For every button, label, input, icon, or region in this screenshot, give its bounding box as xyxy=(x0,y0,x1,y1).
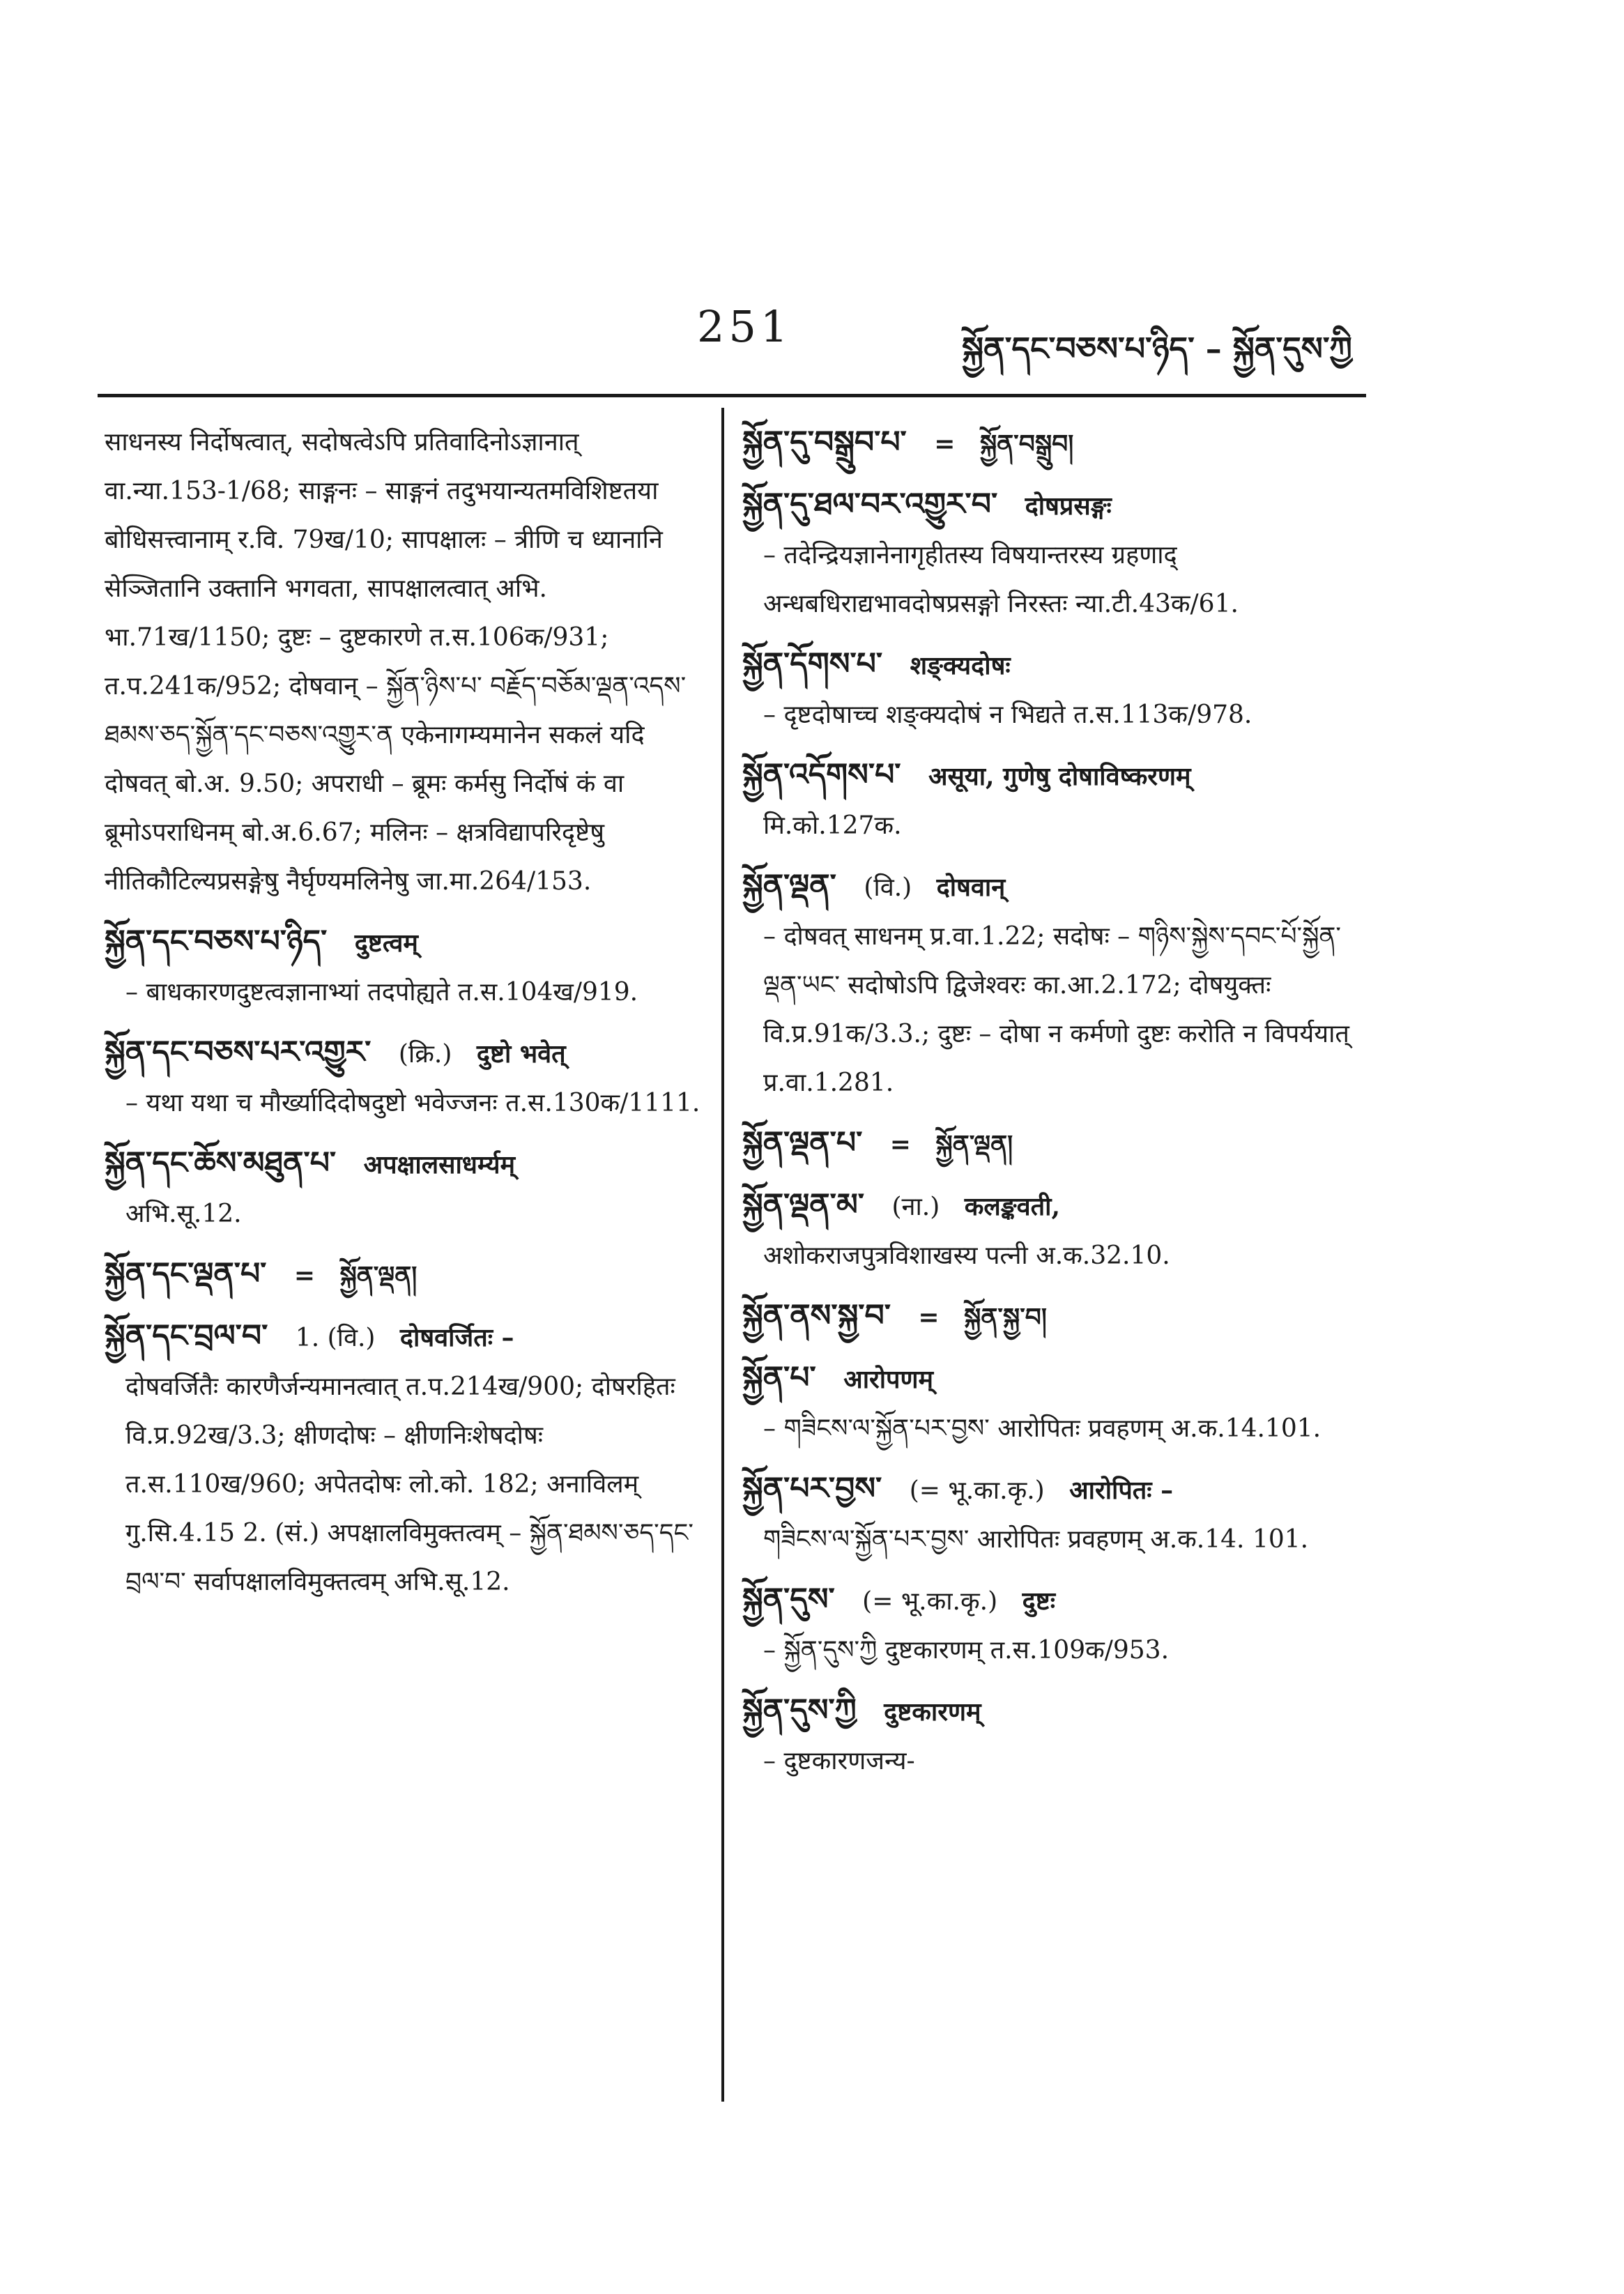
entry-headword: སྐྱོན་དུས་ xyxy=(742,1582,835,1617)
entry-body: दोषवर्जितैः कारणैर्जन्यमानत्वात् त.प.214ख/900; दोषरहितः वि.प्र.92ख/3.3; क्षीणदोषः – क्षीणनिःशेषदोषः त.स.110ख/960; अपेतदोषः लो.को. 182; अनाविलम् गु.सि.4.15 2. (सं.) अपक्षालविमुक्तत्वम् – སྐྱོན་ཐམས་ཅད་དང་བྲལ་བ་ सर्वापक्षालविमुक्तत्वम् अभि.सू.12. xyxy=(125,1372,694,1596)
entry-headword: སྐྱོན་དོགས་པ་ xyxy=(742,646,883,682)
entry-headline xyxy=(742,640,1370,691)
entry-tag: (= भू.का.कृ.) xyxy=(862,1587,998,1616)
entry-crossref: སྐྱོན་ལྡན། xyxy=(935,1130,1013,1159)
entry-headline xyxy=(742,1119,1370,1170)
dictionary-entry xyxy=(105,917,704,1017)
entry-headline xyxy=(742,1465,1370,1515)
right-column xyxy=(742,418,1370,1797)
entry-headword: སྐྱོན་དང་བཅས་པར་འགྱུར་ xyxy=(105,1034,371,1070)
entry-equivalent: दुष्टत्वम् xyxy=(354,928,418,958)
entry-headword: སྐྱོན་པར་བྱས་ xyxy=(742,1471,882,1506)
entry-equivalent: दुष्टकारणम् xyxy=(884,1697,981,1727)
entry-body: – तदेन्द्रियज्ञानेनागृहीतस्य विषयान्तरस्य ग्रहणाद् अन्धबधिराद्यभावदोषप्रसङ्गो निरस्तः न्या.टी.43क/61. xyxy=(763,541,1239,618)
entry-equivalent: दुष्टो भवेत् xyxy=(476,1039,566,1069)
entry-equivalent: असूया, गुणेषु दोषाविष्करणम् xyxy=(928,762,1191,791)
entry-headline xyxy=(105,1139,704,1190)
dictionary-entry xyxy=(742,862,1370,1108)
entry-equals: = xyxy=(889,1130,911,1159)
entry-equivalent: दोषवर्जितः – xyxy=(399,1323,514,1352)
entry-headline xyxy=(742,751,1370,802)
entry-body: अशोकराजपुत्रविशाखस्य पत्नी अ.क.32.10. xyxy=(763,1241,1170,1270)
dictionary-entry xyxy=(742,480,1370,629)
continued-entry: साधनस्य निर्दोषत्वात्, सदोषत्वेऽपि प्रतिवादिनोऽज्ञानात् वा.न्या.153-1/68; साङ्गनः – साङ्गनं तदुभयान्यतमविशिष्टतया बोधिसत्त्वानाम् र.वि. 79ख/10; सापक्षालः – त्रीणि च ध्यानानि सेञ्जितानि उक्तानि भगवता, सापक्षालत्वात् अभि. भा.71ख/1150; दुष्टः – दुष्टकारणे त.स.106क/931; त.प.241क/952; दोषवान् – སྐྱོན་ཉིས་པ་ བརྗོད་བཅོམ་ལྡན་འདས་ཐམས་ཅད་སྐྱོན་དང་བཅས་འགྱུར་ན एकेनागम्यमानेन सकलं यदि दोषवत् बो.अ. 9.50; अपराधी – ब्रूमः कर्मसु निर्दोषं कं वा ब्रूमोऽपराधिनम् बो.अ.6.67; मलिनः – क्षत्रविद्यापरिदृष्टेषु नीतिकौटिल्यप्रसङ्गेषु नैर्घृण्यमलिनेषु जा.मा.264/153. xyxy=(105,428,687,896)
entry-equals: = xyxy=(934,429,956,459)
entry-headword: སྐྱོན་ནས་སྐྱ་བ་ xyxy=(742,1298,891,1333)
entry-equivalent: शङ्क्यदोषः xyxy=(910,651,1011,680)
entry-headword: སྐྱོན་དང་བཅས་པ་ཉིད་ xyxy=(105,924,328,959)
entry-headline xyxy=(742,480,1370,531)
left-column xyxy=(105,418,704,1618)
entry-tag: 1. (वि.) xyxy=(295,1324,376,1352)
entry-crossref: སྐྱོན་བསྒྲུབ། xyxy=(979,429,1074,459)
entry-headword: སྐྱོན་པ་ xyxy=(742,1360,816,1395)
entry-tag: (क्रि.) xyxy=(398,1040,452,1069)
entry-headword: སྐྱོན་ལྡན་མ་ xyxy=(742,1187,864,1223)
entry-headword: སྐྱོན་འདོགས་པ་ xyxy=(742,757,901,793)
entry-equivalent: आरोपणम् xyxy=(843,1365,934,1394)
dictionary-entry xyxy=(742,1354,1370,1453)
entry-body: – दृष्टदोषाच्च शङ्क्यदोषं न भिद्यते त.स.113क/978. xyxy=(763,701,1253,729)
entry-headword: སྐྱོན་དུ་ཐལ་བར་འགྱུར་བ་ xyxy=(742,487,998,522)
entry-crossref: སྐྱོན་ལྡན། xyxy=(339,1261,418,1290)
entry-headline xyxy=(742,862,1370,912)
entry-crossref: སྐྱོན་སྐྱ་བ། xyxy=(964,1303,1047,1332)
entry-equivalent: दोषवान् xyxy=(936,873,1006,902)
entry-headline xyxy=(742,1181,1370,1232)
entry-headword: སྐྱོན་ལྡན་ xyxy=(742,868,836,903)
entry-body: – གཟིངས་ལ་སྐྱོན་པར་བྱས་ आरोपितः प्रवहणम् अ.क.14.101. xyxy=(763,1414,1322,1443)
entry-body: – यथा यथा च मौर्ख्यादिदोषदुष्टो भवेज्जनः त.स.130क/1111. xyxy=(125,1089,700,1117)
right-entries xyxy=(742,418,1370,1786)
dictionary-entry xyxy=(742,1465,1370,1564)
entry-headword: སྐྱོན་དུས་ཀྱི xyxy=(742,1692,857,1728)
entry-headline xyxy=(742,1575,1370,1626)
entry-equivalent: दुष्टः xyxy=(1022,1586,1056,1616)
dictionary-entry xyxy=(742,1181,1370,1280)
entry-body: अभि.सू.12. xyxy=(125,1200,242,1228)
entry-headword: སྐྱོན་ལྡན་པ་ xyxy=(742,1125,863,1161)
entry-equivalent: आरोपितः – xyxy=(1069,1476,1174,1505)
entry-headline xyxy=(742,1292,1370,1343)
entry-body: – बाधकारणदुष्टत्वज्ञानाभ्यां तदपोह्यते त.स.104ख/919. xyxy=(125,978,638,1007)
entry-body: – दुष्टकारणजन्य- xyxy=(763,1747,915,1775)
entry-body: मि.को.127क. xyxy=(763,811,902,840)
entry-equivalent: अपक्षालसाधर्म्यम् xyxy=(363,1150,516,1179)
column-divider xyxy=(721,408,724,2102)
entry-body: – दोषवत् साधनम् प्र.वा.1.22; सदोषः – གཉིས་སྐྱེས་དབང་པོ་སྐྱོན་ལྡན་ཡང་ सदोषोऽपि द्विजेश्वरः का.आ.2.172; दोषयुक्तः वि.प्र.91क/3.3.; दुष्टः – दोषा न कर्मणो दुष्टः करोति न विपर्ययात् प्र.वा.1.281. xyxy=(763,922,1349,1097)
entry-headline xyxy=(105,1250,704,1301)
entry-headword: སྐྱོན་དང་བྲལ་བ་ xyxy=(105,1318,268,1354)
entry-equivalent: कलङ्कवती, xyxy=(964,1192,1060,1221)
dictionary-entry xyxy=(742,1686,1370,1786)
entry-headline xyxy=(742,1354,1370,1405)
entry-headword: སྐྱོན་དང་ལྡན་པ་ xyxy=(105,1256,267,1292)
dictionary-entry xyxy=(742,418,1370,469)
entry-tag: (= भू.का.कृ.) xyxy=(909,1476,1045,1505)
entry-tag: (वि.) xyxy=(864,873,912,902)
entry-headline xyxy=(105,1028,704,1079)
top-rule xyxy=(98,394,1366,397)
entry-headline xyxy=(105,917,704,968)
entry-tag: (ना.) xyxy=(891,1193,940,1221)
left-entries xyxy=(105,917,704,1607)
entry-body: གཟིངས་ལ་སྐྱོན་པར་བྱས་ आरोपितः प्रवहणम् अ.क.14. 101. xyxy=(763,1525,1309,1554)
entry-equivalent: दोषप्रसङ्गः xyxy=(1025,491,1112,521)
entry-headline xyxy=(742,418,1370,469)
dictionary-entry xyxy=(105,1250,704,1301)
dictionary-entry xyxy=(742,1575,1370,1675)
dictionary-entry xyxy=(105,1312,704,1607)
dictionary-entry xyxy=(105,1028,704,1128)
dictionary-entry xyxy=(742,1119,1370,1170)
entry-headline xyxy=(742,1686,1370,1737)
dictionary-entry xyxy=(105,1139,704,1239)
dictionary-entry xyxy=(742,1292,1370,1343)
running-head: སྐྱོན་དང་བཅས་པ་ཉིད་ – སྐྱོན་དུས་ཀྱི xyxy=(962,330,1352,367)
dictionary-entry xyxy=(742,751,1370,850)
entry-headword: སྐྱོན་དང་ཆོས་མཐུན་པ་ xyxy=(105,1145,337,1181)
entry-body: – སྐྱོན་དུས་ཀྱི दुष्टकारणम् त.स.109क/953. xyxy=(763,1636,1170,1665)
entry-headline xyxy=(105,1312,704,1363)
dictionary-entry xyxy=(742,640,1370,740)
entry-equals: = xyxy=(293,1261,316,1290)
entry-headword: སྐྱོན་དུ་བསྒྲུབ་པ་ xyxy=(742,425,907,460)
entry-equals: = xyxy=(918,1303,940,1332)
page-number: 251 xyxy=(697,301,792,352)
